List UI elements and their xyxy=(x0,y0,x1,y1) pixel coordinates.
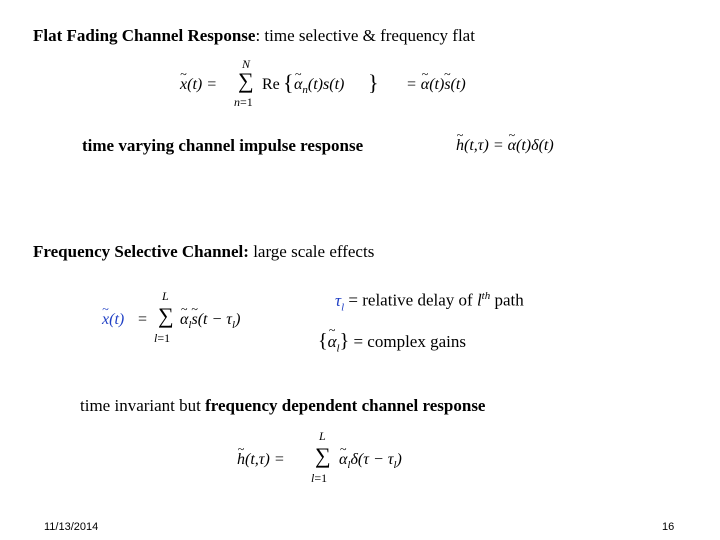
impulse-response-label: time varying channel impulse response xyxy=(82,136,364,155)
frequency-selective-title: Frequency Selective Channel: xyxy=(33,242,249,261)
gains-definition: {~ $\alpha_l$} = complex gains xyxy=(318,330,466,354)
delay-symbol: $\tau_l$ xyxy=(335,290,345,314)
frequency-selective-equation: ~ x(t) = L ∑ l=1 ~ $\alpha_l\sim$ $s(t - \tau_l)$ xyxy=(100,290,300,350)
output-signal-symbol: ~ x(t) xyxy=(102,312,124,328)
time-invariant-plain: time invariant but xyxy=(80,396,206,415)
frequency-selective-subtitle: large scale effects xyxy=(248,242,375,261)
page-number: 16 xyxy=(662,521,675,533)
flat-fading-subtitle: : time selective & frequency flat xyxy=(255,26,475,45)
frequency-dependent-equation: ~ h(t,τ) = L ∑ l=1 ~ $\alpha_l\delta(\tau - \tau_l)$ xyxy=(235,430,455,492)
frequency-selective-heading xyxy=(33,242,374,262)
flat-fading-equation: ~ x(t) = N ∑ n=1 Re { ~ $\alpha_n(t)s(t)$ } = ~ α(t)~ s(t) xyxy=(176,58,516,114)
flat-fading-heading xyxy=(33,26,475,46)
time-invariant-bold: frequency dependent channel response xyxy=(205,396,486,415)
impulse-response-equation: ~ h(t,τ) = ~ α(t)δ(t) xyxy=(456,138,554,154)
delay-definition: $\tau_l$ = relative delay of $l^{th}$ path xyxy=(335,290,524,314)
time-invariant-heading xyxy=(80,396,485,416)
footer-date: 11/13/2014 xyxy=(44,521,99,533)
flat-fading-title: Flat Fading Channel Response xyxy=(33,26,256,45)
